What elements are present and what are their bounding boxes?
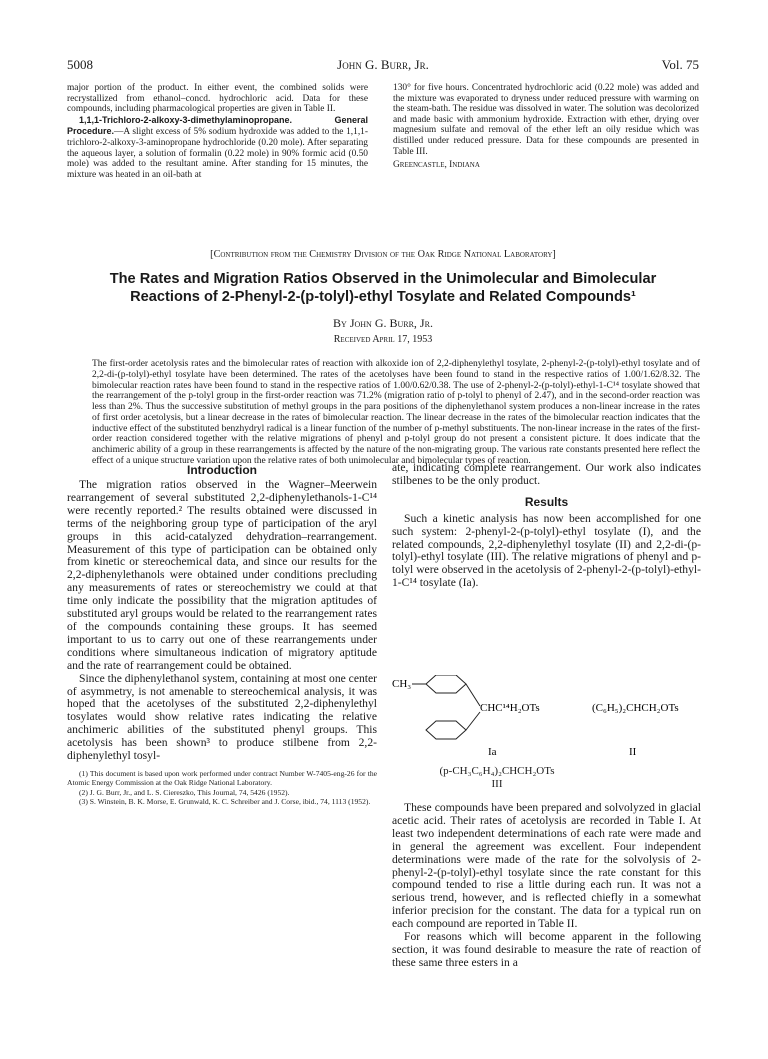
volume-number: Vol. 75 <box>661 57 699 72</box>
abstract: The first-order acetolysis rates and the bimolecular rates of reaction with alkoxide ion of 2,2-diphenylethyl tosylate, 2-phenyl-2-(p-tolyl)-ethyl tosylate and of 2,2-di-(p-tolyl)-ethyl tosylate have been determined. The rates of the acetolyses have been found to stand in the respective ratios of 1.00/1.62/8.32. The bimolecular reaction rates have been found to stand in the respective ratios of 1.00/0.62/0.38. The use of 2-phenyl-2-(p-tolyl)-ethyl-1-C¹⁴ tosylate showed that the rearrangement of the p-tolyl group in the first-order reaction was 71.2% (migration ratio of p-tolyl to phenyl of 2.47), and in the second-order reaction was less than 2%. Thus the successive substitution of methyl groups in the para positions of the diphenylethanol system produces a non-linear increase in the rates of first order acetolysis, but a linear decrease in the rates of bimolecular reaction. The linear decrease in the rates of the bimolecular reaction indicates that the inductive effect of the substituted benzhydryl radical is a linear function of the number of p-methyl substituents. The non-linear increase in the rates of the first-order reaction considered together with the relative migrations of phenyl and p-tolyl group do not present a consistent picture. It does indicate that the anchimeric ability of a group in these rearrangements is affected by the nature of the non-migrating group. The various rate constants presented here reflect the effect of a unique structure variation upon the relative rates of both unimolecular and bimolecular types of reaction. <box>92 359 700 466</box>
results-paragraph-3: For reasons which will become apparent in the following section, it was found desirable to measure the rate of reaction of these same three esters in a <box>392 930 701 969</box>
right-column-top <box>392 462 701 590</box>
running-author: John G. Burr, Jr. <box>337 57 429 72</box>
phenyl-bond <box>466 712 480 730</box>
right-column-bottom <box>392 802 701 970</box>
procedure-title: 1,1,1-Trichloro-2-alkoxy-3-dimethylaminopropane. General Procedure. <box>67 114 368 137</box>
tolyl-bond <box>466 684 480 706</box>
intro-continuation: ate, indicating complete rearrangement. Our work also indicates stilbenes to be the only product. <box>392 461 701 487</box>
prev-left-text: major portion of the product. In either event, the combined solids were recrystallized from ethanol–concd. hydrochloric acid. Data for these compounds, including pharmacological properties are given in Table II. <box>67 83 368 115</box>
structure-diagram <box>392 675 702 775</box>
label-ii: II <box>629 746 637 758</box>
footnote-2: (2) J. G. Burr, Jr., and L. S. Ciereszko, This Journal, 74, 5426 (1952). <box>79 787 290 797</box>
prev-article-right <box>393 83 699 171</box>
label-ia: Ia <box>488 746 497 758</box>
results-heading: Results <box>524 494 569 509</box>
received-date: Received April 17, 1953 <box>333 334 433 345</box>
contribution-line: [Contribution from the Chemistry Division of the Oak Ridge National Laboratory] <box>210 249 556 260</box>
footnote-1: (1) This document is based upon work performed under contract Number W-7405-eng-26 for the Atomic Energy Commission at the Oak Ridge National Laboratory. <box>67 768 377 788</box>
page-number: 5008 <box>67 57 93 72</box>
prev-article-left <box>67 83 368 180</box>
tolyl-ring <box>426 675 466 693</box>
article-title: The Rates and Migration Ratios Observed in the Unimolecular and Bimolecular Reactions of 2-Phenyl-2-(p-tolyl)-ethyl Tosylate and Related Compounds¹ <box>109 271 657 305</box>
procedure-text: —A slight excess of 5% sodium hydroxide was added to the 1,1,1-trichloro-2-alkoxy-3-aminopropane hydrochloride (0.20 mole). After separating the aqueous layer, a solution of formalin (0.22 mole) in 90% formic acid (0.50 mole) was added to the resultant amine. After standing for 15 minutes, the mixture was heated in an oil-bath at <box>67 127 368 180</box>
phenyl-ring <box>426 721 466 739</box>
footnote-3: (3) S. Winstein, B. K. Morse, E. Grunwald, K. C. Schreiber and J. Corse, ibid., 74, 1113 (1952). <box>79 797 371 807</box>
running-header <box>67 57 699 73</box>
byline: By John G. Burr, Jr. <box>333 316 433 330</box>
structure-iii <box>392 765 602 791</box>
chain-label: CHC¹⁴H₂OTs <box>480 702 540 714</box>
formula-iii: (p-CH₃C₆H₄)₂CHCH₂OTs <box>439 765 555 777</box>
left-column <box>67 462 377 807</box>
results-paragraph-1: Such a kinetic analysis has now been accomplished for one such system: 2-phenyl-2-(p-tolyl)-ethyl tosylate (I), and the related compounds, 2,2-diphenylethyl tosylate (II) and 2,2-di-(p-tolyl)-ethyl tosylate (III). The relative migrations of phenyl and p-tolyl were observed in the acetolysis of 2-phenyl-2-(p-tolyl)-ethyl-1-C¹⁴ tosylate (Ia). <box>392 511 701 590</box>
methyl-label: CH₃ <box>392 678 412 690</box>
results-paragraph-2: These compounds have been prepared and solvolyzed in glacial acetic acid. Their rates of acetolysis are recorded in Table I. At least two independent determinations of each rate were made and in general the agreement was excellent. Four independent determinations were made of the rate for the solvolysis of 2-phenyl-2-(p-tolyl)-ethyl tosylate since the rate constant for this compound tended to rise a little during each run. It was not a serious trend, however, and is reflected chiefly in a somewhat inferior precision for the constant. The data for a typical run on each compound are reported in Table II. <box>392 801 701 931</box>
intro-paragraph-2: Since the diphenylethanol system, containing at most one center of asymmetry, is not amenable to stereochemical analysis, it was hoped that the acetolyses of the substituted 2,2-diphenylethyl tosylates would show relative rates indicating the relative anchimeric abilities of the substituted phenyl groups. This acetolysis has been shown³ to produce stilbene from 2,2-diphenylethyl tosyl- <box>67 671 377 763</box>
prev-right-text: 130° for five hours. Concentrated hydrochloric acid (0.22 mole) was added and the mixture was evaporated to dryness under reduced pressure with warming on the steam-bath. The residue was dissolved in water. The solution was decolorized and made basic with ammonium hydroxide. Extraction with ether, drying over magnesium sulfate and removal of the ether left an oily residue which was distilled under reduced pressure. Data for these compounds are presented in Table III. <box>393 83 699 157</box>
intro-paragraph-1: The migration ratios observed in the Wagner–Meerwein rearrangement of several substituted 2,2-diphenylethanols-1-C¹⁴ were recently reported.² The results obtained were discussed in terms of the neighboring group type of participation of the aryl groups in this acid-catalyzed dehydration–rearrangement. Measurement of this type of participation can be obtained only from kinetic or stereochemical data, and since our results for the 2,2-diphenylethanols were obtained under conditions precluding any measurements of rates or stereochemistry we could at that time only indicate the possibility that the migration aptitudes of substituted aryl groups would be related to the rearrangement rates of the compounds containing these groups. It has seemed important to us to carry out one of these rearrangements under conditions where simultaneous indication of migratory aptitude and the rate of rearrangement could be obtained. <box>67 478 377 672</box>
location: Greencastle, Indiana <box>393 160 480 171</box>
label-iii: III <box>491 778 503 790</box>
formula-ii: (C₆H₅)₂CHCH₂OTs <box>592 702 679 714</box>
introduction-heading: Introduction <box>187 463 257 477</box>
footnotes <box>67 769 377 807</box>
